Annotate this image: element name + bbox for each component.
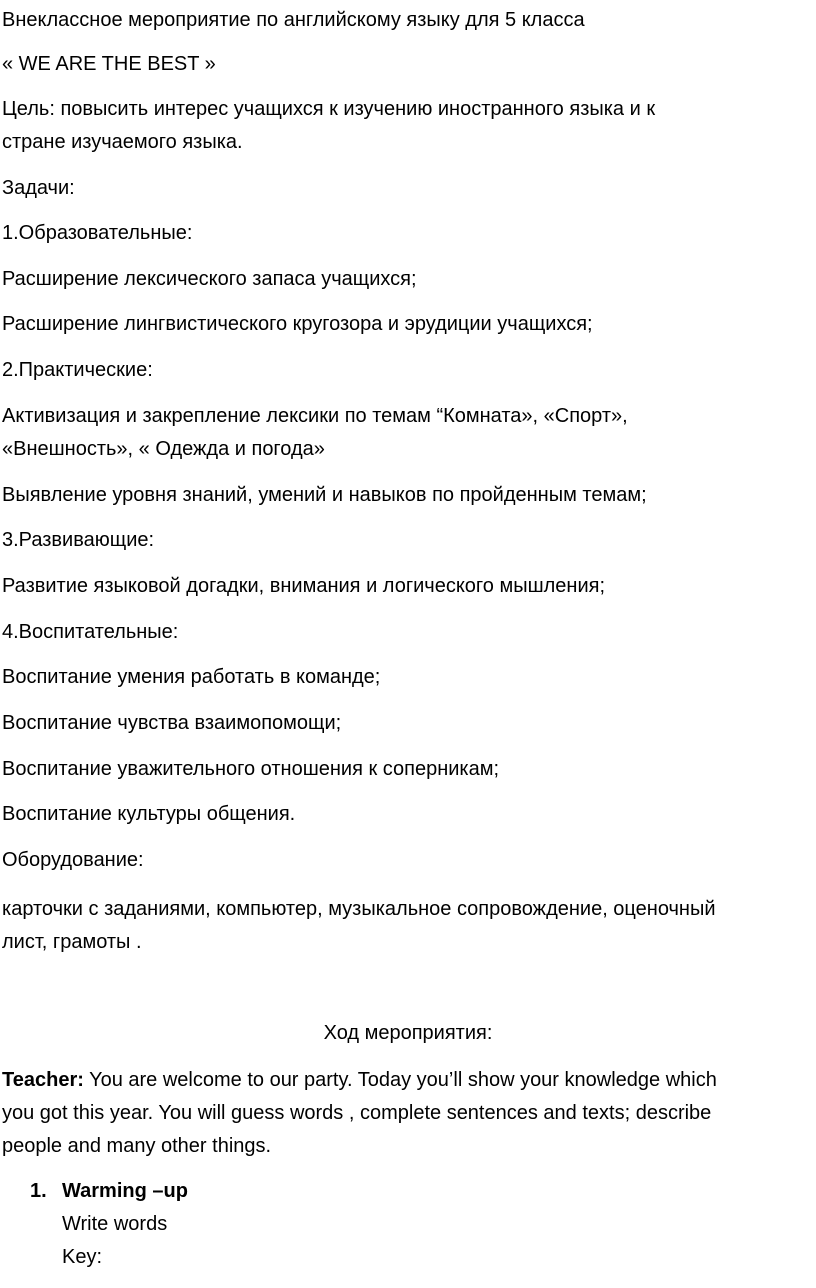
list-number-1: 1. (30, 1180, 47, 1202)
section-heading-developing: 3.Развивающие: (2, 529, 155, 551)
equipment-line-2: лист, грамоты . (2, 931, 142, 953)
document-title: Внеклассное мероприятие по английскому языку для 5 класса (2, 9, 585, 31)
educational-item-1: Расширение лексического запаса учащихся; (2, 268, 417, 290)
goal-line-1: Цель: повысить интерес учащихся к изучению иностранного языка и к (2, 98, 656, 120)
upbringing-item-3: Воспитание уважительного отношения к соперникам; (2, 758, 500, 780)
warming-up-line-1: Write words (62, 1213, 168, 1235)
teacher-line-2: you got this year. You will guess words , complete sentences and texts; describe (2, 1102, 712, 1124)
practical-item-2: Выявление уровня знаний, умений и навыков по пройденным темам; (2, 484, 647, 506)
progress-heading: Ход мероприятия: (323, 1022, 493, 1044)
upbringing-item-4: Воспитание культуры общения. (2, 803, 296, 825)
teacher-text-1: You are welcome to our party. Today you’ll show your knowledge which (83, 1069, 717, 1091)
goal-line-2: стране изучаемого языка. (2, 131, 243, 153)
section-heading-practical: 2.Практические: (2, 359, 153, 381)
section-heading-upbringing: 4.Воспитательные: (2, 621, 179, 643)
developing-item-1: Развитие языковой догадки, внимания и логического мышления; (2, 575, 606, 597)
teacher-line-1 (2, 1067, 717, 1094)
teacher-label: Teacher: (2, 1069, 84, 1091)
equipment-heading: Оборудование: (2, 849, 144, 871)
teacher-line-3: people and many other things. (2, 1135, 272, 1157)
warming-up-title: Warming –up (62, 1180, 188, 1202)
practical-item-1-line-1: Активизация и закрепление лексики по темам “Комната», «Спорт», (2, 405, 628, 427)
section-heading-educational: 1.Образовательные: (2, 222, 193, 244)
upbringing-item-2: Воспитание чувства взаимопомощи; (2, 712, 342, 734)
event-name: « WE ARE THE BEST » (2, 53, 216, 75)
tasks-heading: Задачи: (2, 177, 75, 199)
practical-item-1-line-2: «Внешность», « Одежда и погода» (2, 438, 325, 460)
upbringing-item-1: Воспитание умения работать в команде; (2, 666, 381, 688)
warming-up-line-2: Key: (62, 1246, 103, 1268)
equipment-line-1: карточки с заданиями, компьютер, музыкальное сопровождение, оценочный (2, 898, 716, 920)
educational-item-2: Расширение лингвистического кругозора и эрудиции учащихся; (2, 313, 593, 335)
